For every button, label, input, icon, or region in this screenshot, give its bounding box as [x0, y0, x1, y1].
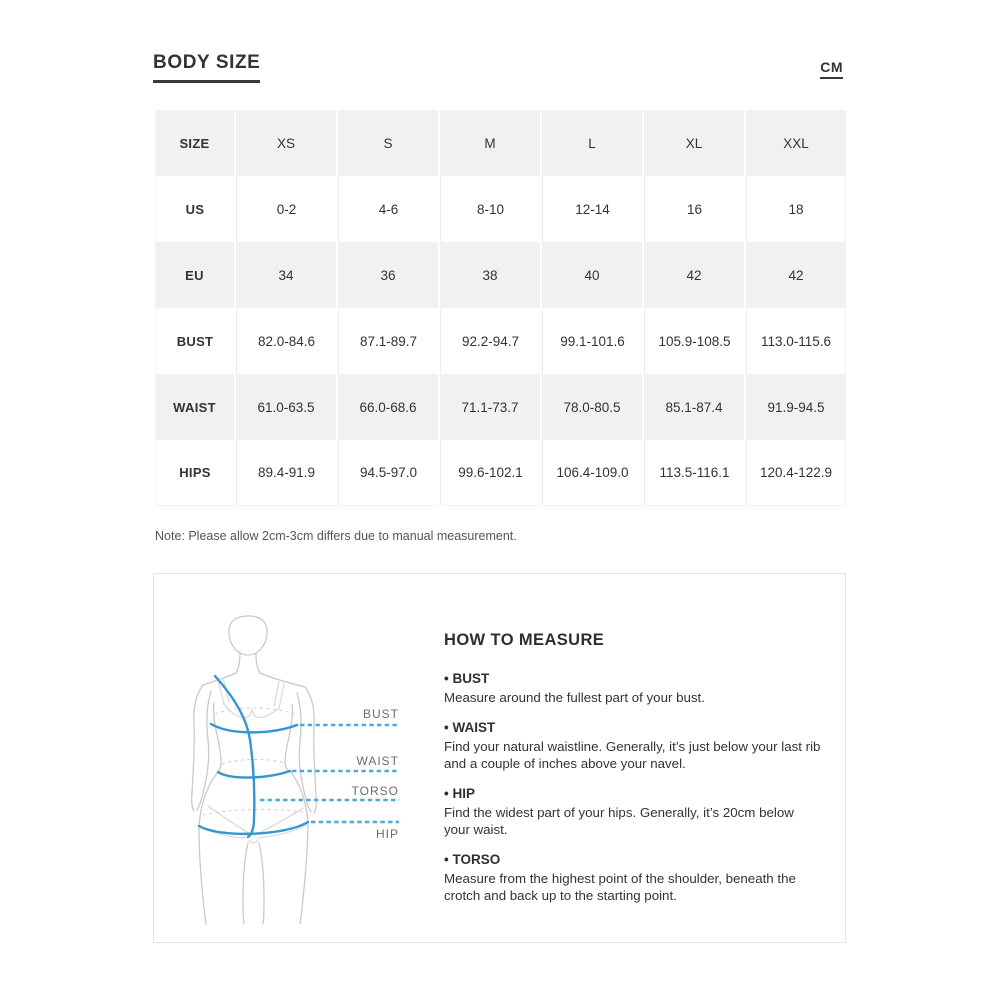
page-title: BODY SIZE: [153, 52, 260, 83]
size-cell: 40: [542, 242, 642, 308]
size-table-row: [155, 440, 846, 506]
measure-item-text: Find your natural waistline. Generally, it’s just below your last rib and a couple of inches above your navel.: [444, 739, 821, 772]
size-row-label: SIZE: [155, 110, 234, 176]
size-cell: 85.1-87.4: [644, 374, 744, 440]
size-cell: S: [338, 110, 438, 176]
size-cell: 0-2: [236, 176, 336, 242]
size-cell: 82.0-84.6: [236, 308, 336, 374]
size-cell: 12-14: [542, 176, 642, 242]
body-figure-icon: [155, 578, 445, 938]
measure-item-text: Measure around the fullest part of your bust.: [444, 690, 705, 705]
size-row-label: WAIST: [155, 374, 234, 440]
body-figure-illustration: [155, 578, 445, 938]
size-cell: 78.0-80.5: [542, 374, 642, 440]
measure-heading: HOW TO MEASURE: [444, 631, 605, 649]
size-cell: 8-10: [440, 176, 540, 242]
size-cell: 89.4-91.9: [236, 440, 336, 506]
measure-item: [444, 720, 834, 772]
measure-item-label: • BUST: [444, 671, 490, 686]
size-cell: 92.2-94.7: [440, 308, 540, 374]
measurement-note: Note: Please allow 2cm-3cm differs due to manual measurement.: [155, 529, 517, 543]
measure-item-label: • HIP: [444, 786, 475, 802]
unit-toggle-cm[interactable]: CM: [820, 59, 843, 79]
measure-item-text: Measure from the highest point of the shoulder, beneath the crotch and back up to the starting point.: [444, 871, 796, 904]
figure-label-hip: HIP: [375, 827, 399, 841]
measure-items: [444, 671, 834, 904]
size-table-row: [155, 176, 846, 242]
how-to-measure-box: [153, 573, 846, 943]
size-cell: 94.5-97.0: [338, 440, 438, 506]
size-cell: XS: [236, 110, 336, 176]
size-cell: 61.0-63.5: [236, 374, 336, 440]
size-cell: 34: [236, 242, 336, 308]
size-table-row: [155, 110, 846, 176]
size-cell: L: [542, 110, 642, 176]
size-cell: 87.1-89.7: [338, 308, 438, 374]
size-row-label: BUST: [155, 308, 234, 374]
size-cell: 99.1-101.6: [542, 308, 642, 374]
size-cell: 66.0-68.6: [338, 374, 438, 440]
size-table-row: [155, 308, 846, 374]
size-table-row: [155, 242, 846, 308]
figure-label-torso: TORSO: [351, 784, 399, 798]
figure-label-waist: WAIST: [356, 754, 399, 768]
measure-item-label: • WAIST: [444, 720, 496, 736]
size-cell: 120.4-122.9: [746, 440, 846, 506]
size-cell: 99.6-102.1: [440, 440, 540, 506]
size-cell: 113.0-115.6: [746, 308, 846, 374]
size-cell: 42: [746, 242, 846, 308]
measure-item: [444, 671, 834, 706]
size-cell: 113.5-116.1: [644, 440, 744, 506]
size-cell: 106.4-109.0: [542, 440, 642, 506]
measure-item: [444, 852, 834, 904]
size-cell: M: [440, 110, 540, 176]
size-cell: XL: [644, 110, 744, 176]
size-cell: 18: [746, 176, 846, 242]
size-table-body: [155, 110, 846, 506]
size-table-row: [155, 374, 846, 440]
size-cell: 91.9-94.5: [746, 374, 846, 440]
size-table: [153, 110, 848, 506]
size-cell: 71.1-73.7: [440, 374, 540, 440]
size-cell: 38: [440, 242, 540, 308]
size-cell: 42: [644, 242, 744, 308]
size-cell: 4-6: [338, 176, 438, 242]
measure-item-text: Find the widest part of your hips. Generally, it’s 20cm below your waist.: [444, 805, 794, 838]
size-cell: 36: [338, 242, 438, 308]
measure-item: [444, 786, 834, 838]
figure-label-bust: BUST: [362, 707, 399, 721]
size-row-label: HIPS: [155, 440, 234, 506]
size-cell: XXL: [746, 110, 846, 176]
size-cell: 105.9-108.5: [644, 308, 744, 374]
measure-item-label: • TORSO: [444, 852, 501, 868]
size-row-label: US: [155, 176, 234, 242]
size-row-label: EU: [155, 242, 234, 308]
measure-instructions: [444, 574, 834, 918]
size-cell: 16: [644, 176, 744, 242]
